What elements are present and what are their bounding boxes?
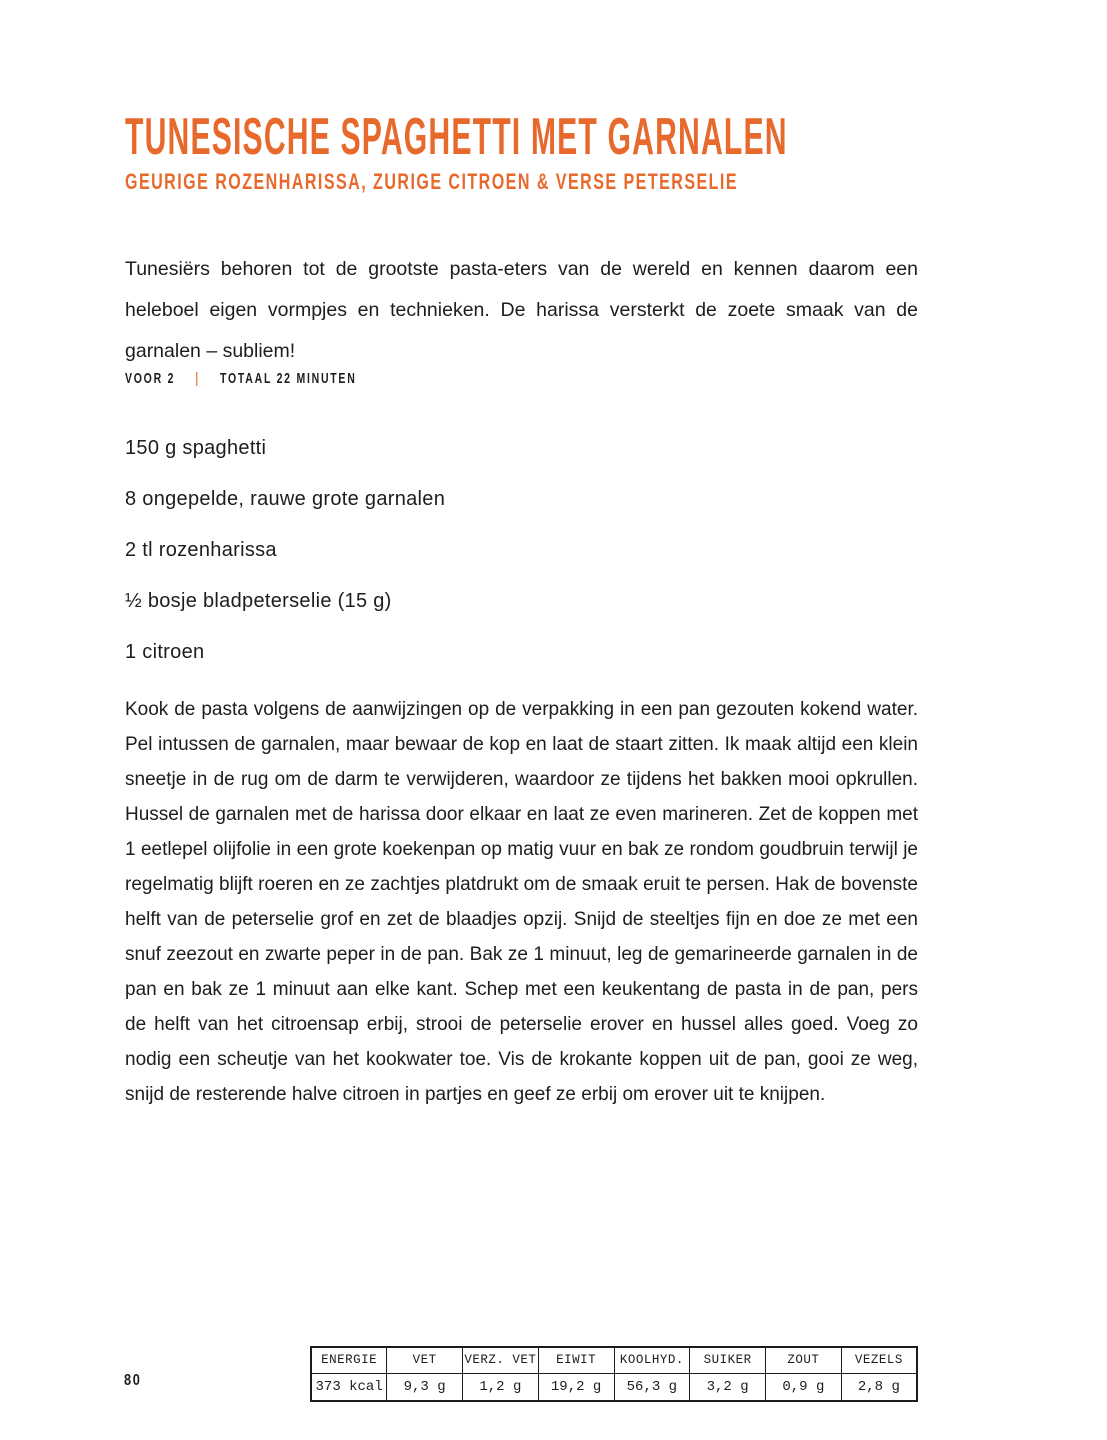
- recipe-instructions: Kook de pasta volgens de aanwijzingen op de verpakking in een pan gezouten kokend water. Pel intussen de garnalen, maar bewaar de kop en laat de staart zitten. Ik maak altijd een klein sneetje in de rug om de darm te verwijderen, waardoor ze tijdens het bakken mooi opkrullen. Hussel de garnalen met de harissa door elkaar en laat ze even marineren. Zet de koppen met 1 eetlepel olijfolie in een grote koekenpan op matig vuur en bak ze rondom goudbruin terwijl je regelmatig blijft roeren en ze zachtjes platdrukt om de smaak eruit te persen. Hak de bovenste helft van de peterselie grof en zet de blaadjes opzij. Snijd de steeltjes fijn en doe ze met een snuf zeezout en zwarte peper in de pan. Bak ze 1 minuut, leg de gemarineerde garnalen in de pan en bak ze 1 minuut aan elke kant. Schep met een keukentang de pasta in de pan, pers de helft van het citroensap erbij, strooi de peterselie erover en hussel alles goed. Voeg zo nodig een scheutje van het kookwater toe. Vis de krokante koppen uit de pan, gooi ze weg, snijd de resterende halve citroen in partjes en geef ze erbij om erover uit te knijpen.: [125, 699, 918, 1105]
- time-label: TOTAAL 22 MINUTEN: [220, 370, 357, 387]
- nutrition-value-eiwit: 19,2 g: [538, 1373, 614, 1401]
- nutrition-header-verz-vet: VERZ. VET: [463, 1347, 539, 1373]
- nutrition-header-zout: ZOUT: [766, 1347, 842, 1373]
- nutrition-value-row: [311, 1373, 917, 1401]
- nutrition-value-suiker: 3,2 g: [690, 1373, 766, 1401]
- nutrition-value-vet: 9,3 g: [387, 1373, 463, 1401]
- ingredient-item: 8 ongepelde, rauwe grote garnalen: [125, 488, 446, 510]
- recipe-title: TUNESISCHE SPAGHETTI MET GARNALEN: [125, 108, 788, 166]
- meta-divider: |: [195, 370, 200, 387]
- recipe-intro: Tunesiërs behoren tot de grootste pasta-eters van de wereld en kennen daarom een heleboel eigen vormpjes en technieken. De harissa versterkt de zoete smaak van de garnalen – subliem!: [125, 258, 918, 362]
- page-number: 80: [124, 1372, 142, 1389]
- nutrition-header-eiwit: EIWIT: [538, 1347, 614, 1373]
- ingredient-item: 2 tl rozenharissa: [125, 539, 277, 561]
- nutrition-header-koolhyd: KOOLHYD.: [614, 1347, 690, 1373]
- nutrition-value-energie: 373 kcal: [311, 1373, 387, 1401]
- ingredient-item: 150 g spaghetti: [125, 437, 267, 459]
- nutrition-value-koolhyd: 56,3 g: [614, 1373, 690, 1401]
- nutrition-header-vet: VET: [387, 1347, 463, 1373]
- nutrition-header-vezels: VEZELS: [841, 1347, 917, 1373]
- ingredient-item: 1 citroen: [125, 641, 205, 663]
- nutrition-header-row: [311, 1347, 917, 1373]
- recipe-subtitle: GEURIGE ROZENHARISSA, ZURIGE CITROEN & VERSE PETERSELIE: [125, 169, 739, 194]
- nutrition-header-suiker: SUIKER: [690, 1347, 766, 1373]
- ingredient-list: [125, 436, 445, 691]
- recipe-meta: [125, 370, 357, 387]
- nutrition-value-vezels: 2,8 g: [841, 1373, 917, 1401]
- nutrition-table: [310, 1346, 918, 1402]
- nutrition-value-verz-vet: 1,2 g: [463, 1373, 539, 1401]
- ingredient-item: ½ bosje bladpeterselie (15 g): [125, 590, 392, 612]
- servings-label: VOOR 2: [125, 370, 176, 387]
- nutrition-value-zout: 0,9 g: [766, 1373, 842, 1401]
- nutrition-header-energie: ENERGIE: [311, 1347, 387, 1373]
